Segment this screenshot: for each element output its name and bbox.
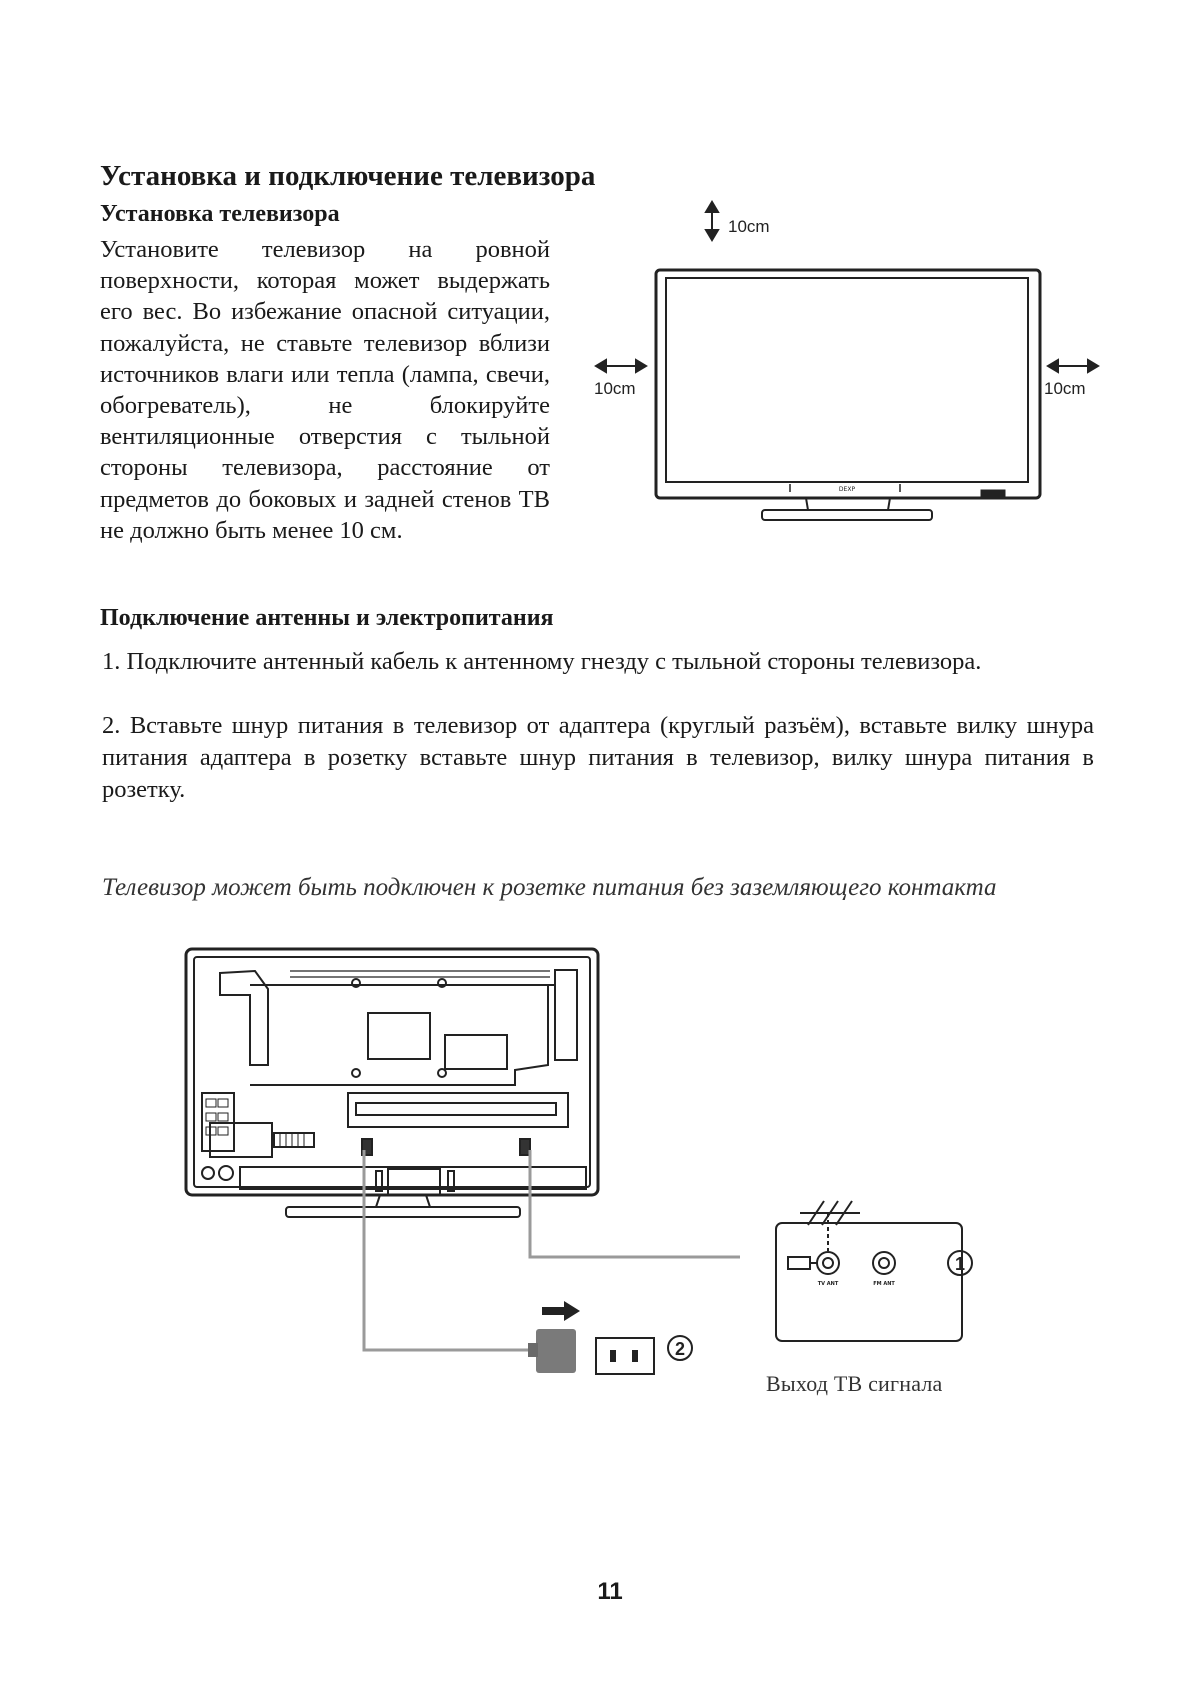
left-clearance-arrow — [596, 360, 646, 372]
callout-1-number: 1 — [954, 1254, 966, 1274]
tv-signal-output-label: Выход ТВ сигнала — [766, 1371, 943, 1396]
callout-2-number: 2 — [674, 1339, 686, 1359]
callout-1-icon — [948, 1251, 972, 1275]
power-outlet — [596, 1338, 654, 1374]
right-clearance-arrow — [1048, 360, 1098, 372]
left-clearance-label: 10cm — [594, 379, 636, 398]
top-clearance-label: 10cm — [728, 217, 770, 236]
tv-rear — [186, 949, 598, 1217]
section-heading-connect: Подключение антенны и электропитания — [100, 605, 554, 631]
install-paragraph: Установите телевизор на ровной поверхности, которая может выдержать его вес. Во избежание опасной ситуации, пожалуйста, не ставьте телевизор вблизи источников влаги или тепла (лампа, свечи, обогреватель), не блокируйте вентиляционные отверстия с тыльной стороны телевизора, расстояние от предметов до боковых и задней стенов ТВ не должно быть менее 10 см. — [100, 236, 550, 544]
fm-ant-label: FM ANT — [873, 1281, 895, 1287]
step-power: 2. Вставьте шнур питания в телевизор от адаптера (круглый разъём), вставьте вилку шнура питания адаптера в розетку вставьте шнур питания в телевизор, вилку шнура питания в розетку. — [102, 712, 1094, 803]
antenna-icon — [800, 1201, 860, 1251]
top-clearance-arrow — [706, 202, 718, 240]
antenna-wall-socket — [776, 1223, 962, 1341]
step-antenna: 1. Подключите антенный кабель к антенному гнезду с тыльной стороны телевизора. — [102, 648, 982, 675]
insert-direction-arrow-icon — [542, 1301, 580, 1321]
grounding-note: Телевизор может быть подключен к розетке питания без заземляющего контакта — [102, 874, 997, 901]
callout-2-icon — [668, 1336, 692, 1360]
page-title: Установка и подключение телевизора — [100, 160, 596, 192]
tv-front — [656, 270, 1040, 520]
connection-diagram — [180, 945, 980, 1435]
tv-ant-label: TV ANT — [817, 1281, 839, 1287]
right-clearance-label: 10cm — [1044, 379, 1086, 398]
section-heading-install: Установка телевизора — [100, 201, 340, 227]
tv-clearance-diagram — [590, 200, 1100, 530]
power-plug-icon — [528, 1329, 576, 1373]
tv-brand-logo: DEXP — [838, 486, 856, 493]
page-number: 11 — [597, 1578, 623, 1605]
